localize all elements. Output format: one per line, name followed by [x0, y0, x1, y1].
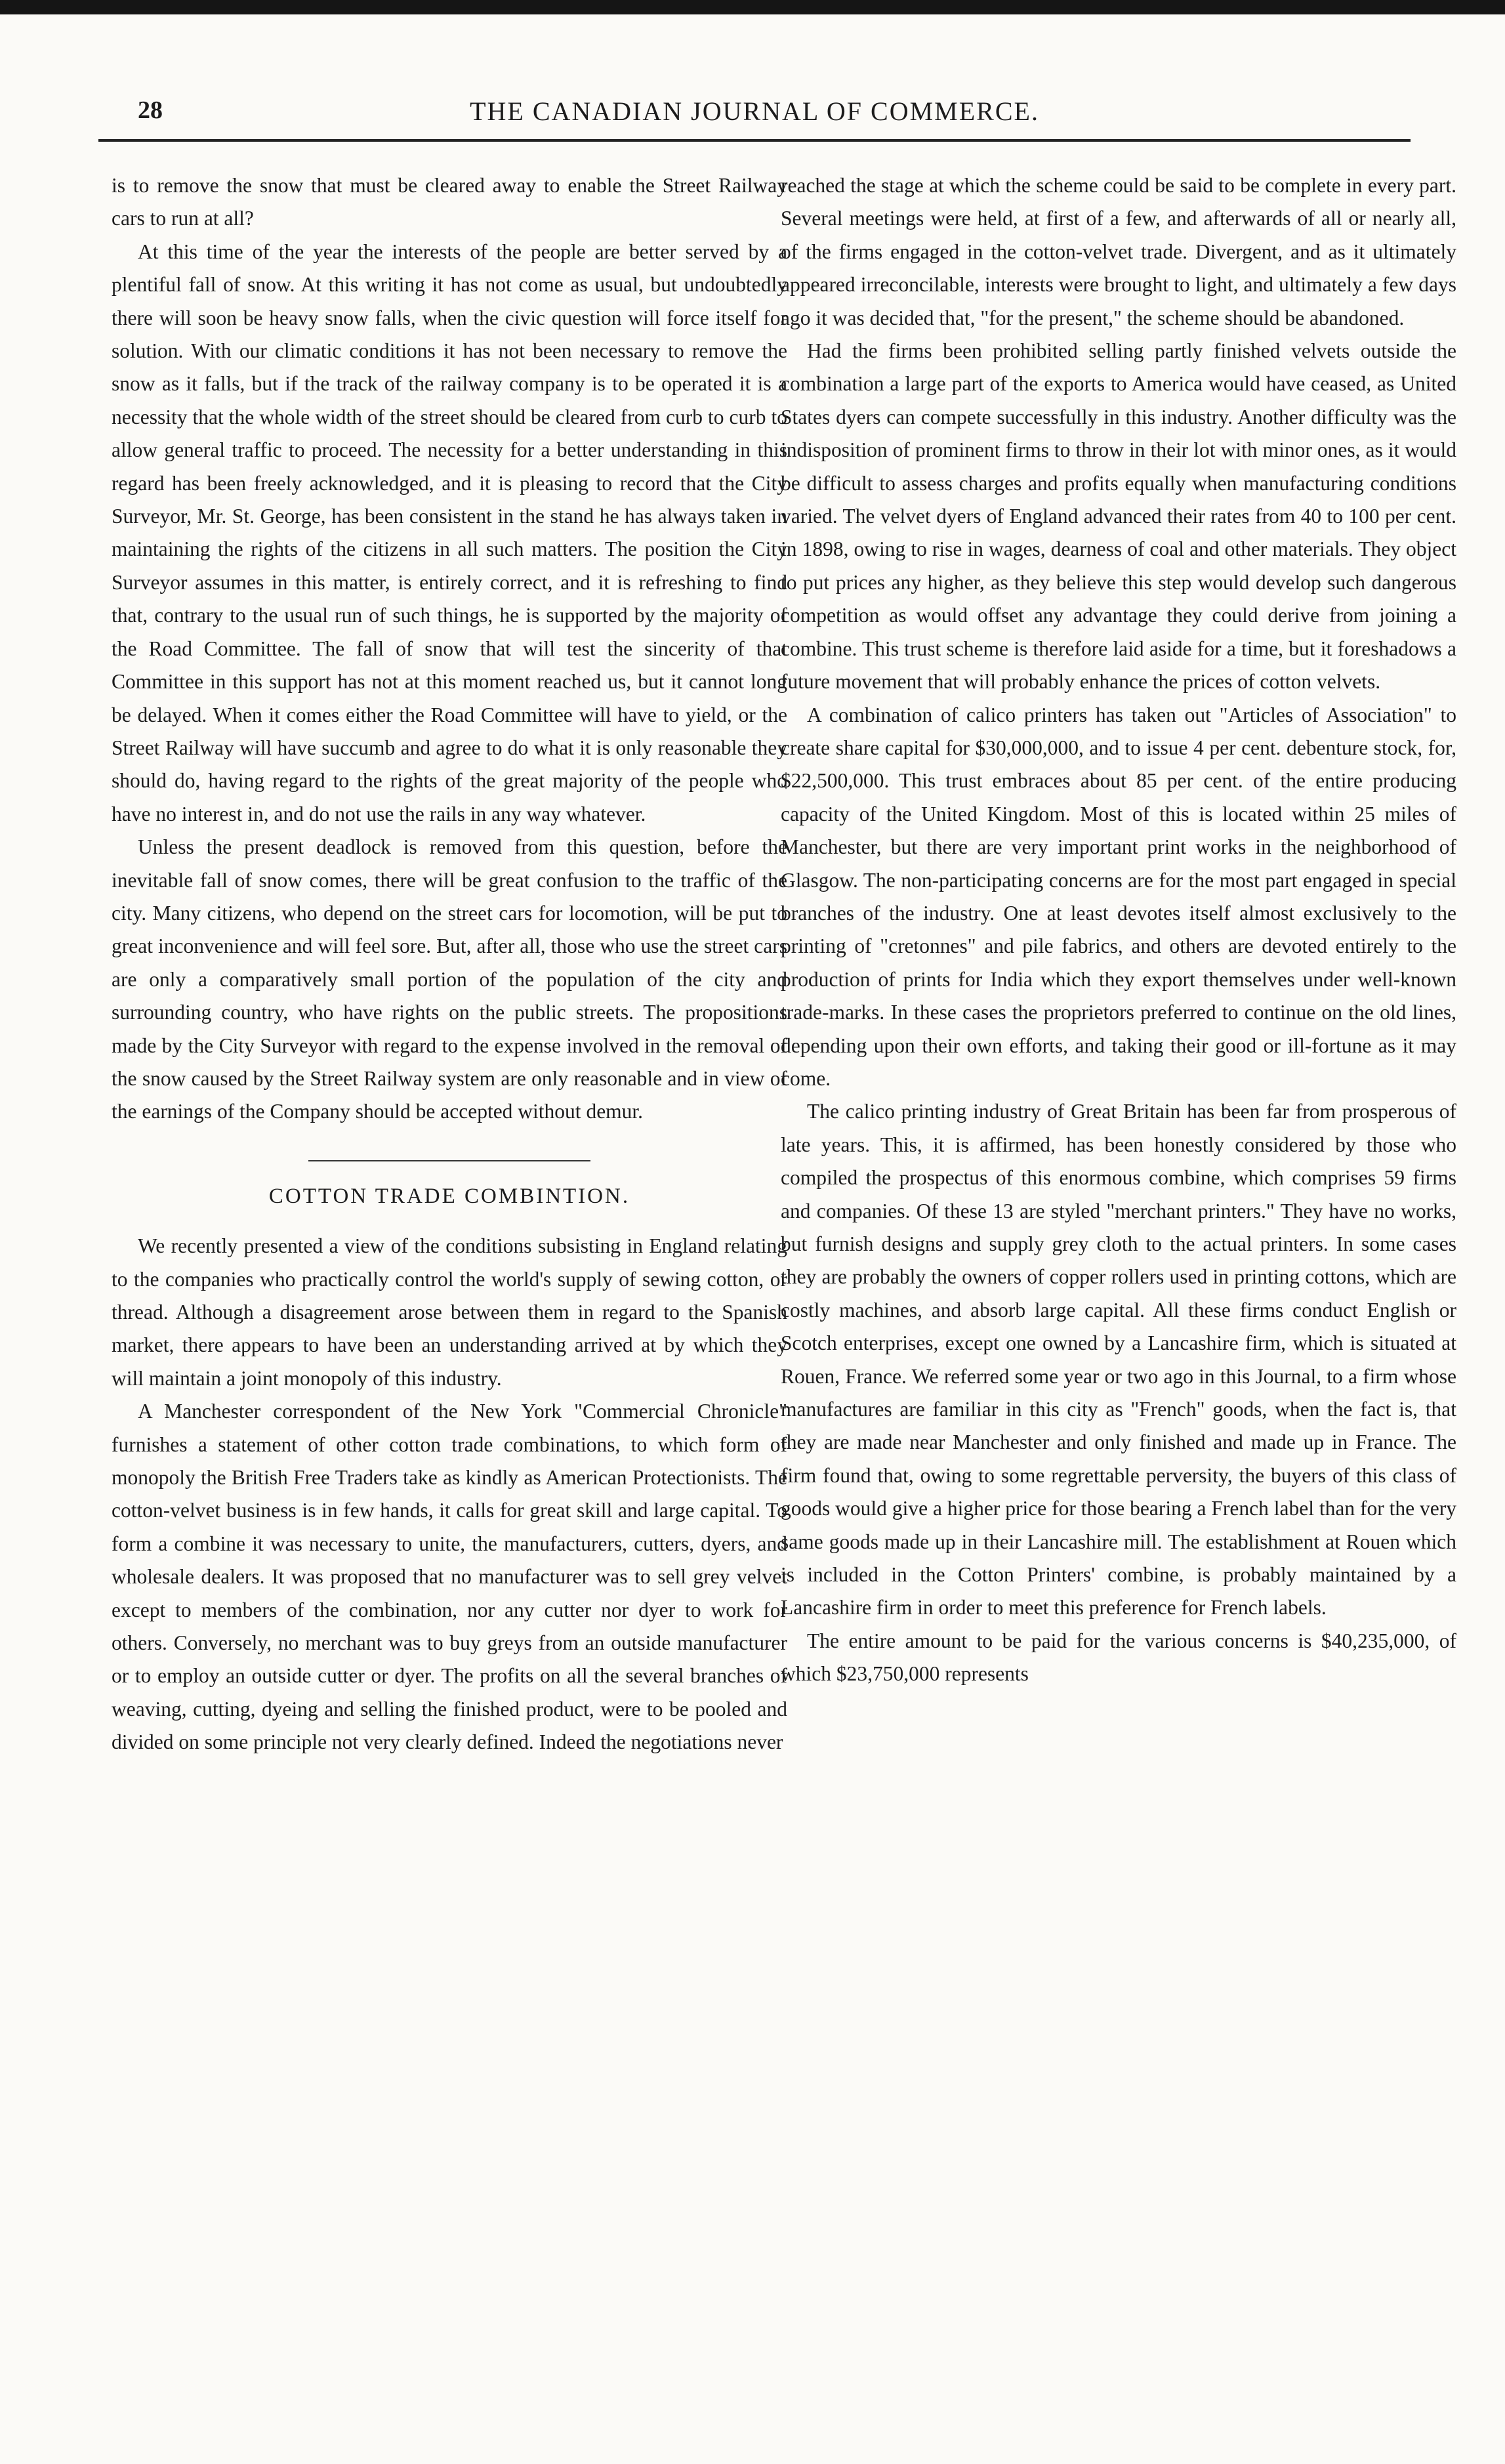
- paragraph: The entire amount to be paid for the various concerns is $40,235,000, of which $23,750,000 represents: [781, 1629, 1456, 1686]
- paragraph: is to remove the snow that must be cleared away to enable the Street Railway cars to run at all?: [112, 174, 787, 230]
- page-header: [98, 92, 1411, 131]
- page-number: 28: [138, 96, 163, 124]
- paragraph: reached the stage at which the scheme could be said to be complete in every part. Several meetings were held, at first of a few, and afterwards of all or nearly all, of the firms engaged in the cotton-velvet trade. Divergent, and as it ultimately appeared irreconcilable, interests were brought to light, and ultimately a few days ago it was decided that, "for the present," the scheme should be abandoned.: [781, 174, 1456, 329]
- header-rule: [98, 139, 1411, 142]
- journal-title: THE CANADIAN JOURNAL OF COMMERCE.: [470, 96, 1039, 126]
- paragraph: At this time of the year the interests of the people are better served by a plentiful fall of snow. At this writing it has not come as usual, but undoubtedly there will soon be heavy snow falls, when the civic question will force itself for solution. With our climatic conditions it has not been necessary to remove the snow as it falls, but if the track of the railway company is to be operated it is a necessity that the whole width of the street should be cleared from curb to curb to allow general traffic to proceed. The necessity for a better understanding in this regard has been freely acknowledged, and it is pleasing to record that the City Surveyor, Mr. St. George, has been consistent in the stand he has always taken in maintaining the rights of the citizens in all such matters. The position the City Surveyor assumes in this matter, is entirely correct, and it is refreshing to find that, contrary to the usual run of such things, he is supported by the majority of the Road Committee. The fall of snow that will test the sincerity of that Committee in this support has not at this moment reached us, but it cannot long be delayed. When it comes either the Road Committee will have to yield, or the Street Railway will have succumb and agree to do what it is only reasonable they should do, having regard to the rights of the great majority of the people who have no interest in, and do not use the rails in any way whatever.: [112, 240, 787, 825]
- paragraph: A Manchester correspondent of the New York "Commercial Chronicle" furnishes a statement of other cotton trade combinations, to which form of monopoly the British Free Traders take as kindly as American Protectionists. The cotton-velvet business is in few hands, it calls for great skill and large capital. To form a combine it was necessary to unite, the manufacturers, cutters, dyers, and wholesale dealers. It was proposed that no manufacturer was to sell grey velvet except to members of the combination, nor any cutter nor dyer to work for others. Conversely, no merchant was to buy greys from an outside manufacturer or to employ an outside cutter or dyer. The profits on all the several branches of weaving, cutting, dyeing and selling the finished product, were to be pooled and divided on some principle not very clearly defined. Indeed the negotiations never: [112, 1400, 787, 1754]
- section-divider: [308, 1160, 590, 1161]
- paragraph: The calico printing industry of Great Britain has been far from prosperous of late years. This, it is affirmed, has been honestly considered by those who compiled the prospectus of this enormous combine, which comprises 59 firms and companies. Of these 13 are styled "merchant printers." They have no works, but furnish designs and supply grey cloth to the actual printers. In some cases they are probably the owners of copper rollers used in printing cottons, which are costly machines, and absorb large capital. All these firms conduct English or Scotch enterprises, except one owned by a Lancashire firm, which is situated at Rouen, France. We referred some year or two ago in this Journal, to a firm whose manufactures are familiar in this city as "French" goods, when the fact is, that they are made near Manchester and only finished and made up in France. The firm found that, owing to some regrettable perversity, the buyers of this class of goods would give a higher price for those bearing a French label than for the very same goods made up in their Lancashire mill. The establishment at Rouen which is included in the Cotton Printers' combine, is probably maintained by a Lancashire firm in order to meet this preference for French labels.: [781, 1100, 1456, 1619]
- paragraph: A combination of calico printers has taken out "Articles of Association" to create share capital for $30,000,000, and to issue 4 per cent. debenture stock, for, $22,500,000. This trust embraces about 85 per cent. of the entire producing capacity of the United Kingdom. Most of this is located within 25 miles of Manchester, but there are very important print works in the neighborhood of Glasgow. The non-participating concerns are for the most part engaged in special branches of the industry. One at least devotes itself almost exclusively to the printing of "cretonnes" and pile fabrics, and others are devoted entirely to the production of prints for India which they export themselves under well-known trade-marks. In these cases the proprietors preferred to continue on the old lines, depending upon their own efforts, and taking their good or ill-fortune as it may come.: [781, 703, 1456, 1090]
- top-border-rule: [0, 0, 1505, 14]
- section-title: COTTON TRADE COMBINTION.: [268, 1184, 630, 1208]
- left-column: [112, 169, 787, 1759]
- right-column: [781, 169, 1456, 1691]
- paragraph: Unless the present deadlock is removed from this question, before the inevitable fall of snow comes, there will be great confusion to the traffic of the city. Many citizens, who depend on the street cars for locomotion, will be put to great inconvenience and will feel sore. But, after all, those who use the street cars are only a comparatively small portion of the population of the city and surrounding country, who have rights on the public streets. The propositions made by the City Surveyor with regard to the expense involved in the removal of the snow caused by the Street Railway system are only reasonable and in view of the earnings of the Company should be accepted without demur.: [112, 835, 787, 1123]
- paragraph: Had the firms been prohibited selling partly finished velvets outside the combination a large part of the exports to America would have ceased, as United States dyers can compete successfully in this industry. Another difficulty was the indisposition of prominent firms to throw in their lot with minor ones, as it would be difficult to assess charges and profits equally when manufacturing conditions varied. The velvet dyers of England advanced their rates from 40 to 100 per cent. in 1898, owing to rise in wages, dearness of coal and other materials. They object to put prices any higher, as they believe this step would develop such dangerous competition as would offset any advantage they could derive from joining a combine. This trust scheme is therefore laid aside for a time, but it foreshadows a future movement that will probably enhance the prices of cotton velvets.: [781, 339, 1456, 694]
- paragraph: We recently presented a view of the conditions subsisting in England relating to the companies who practically control the world's supply of sewing cotton, or thread. Although a disagreement arose between them in regard to the Spanish market, there appears to have been an understanding arrived at by which they will maintain a joint monopoly of this industry.: [112, 1234, 787, 1390]
